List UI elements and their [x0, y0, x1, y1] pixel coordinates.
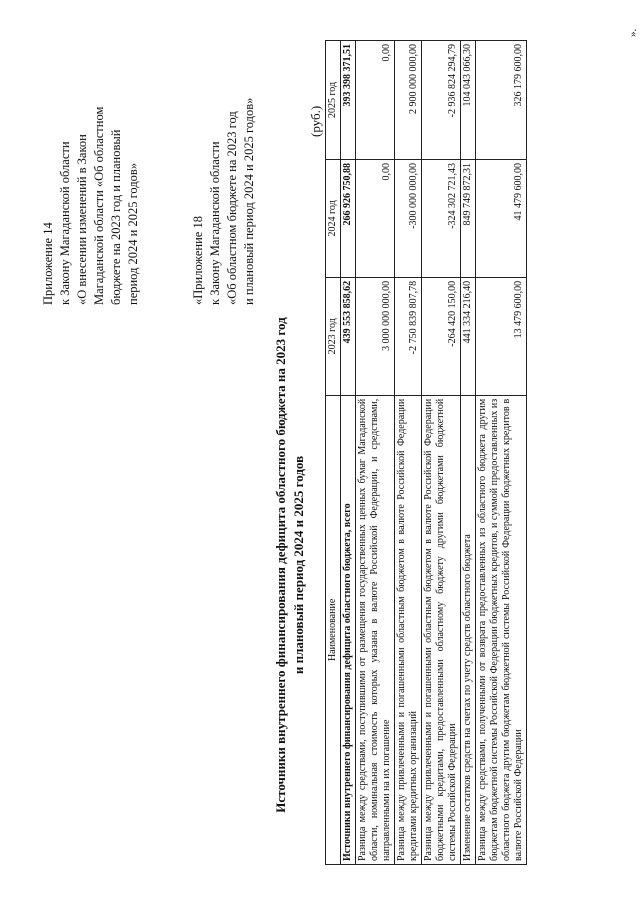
row-name: Разница между средствами, полученными от возврата предоставленных из областного бюджета другим бюджетам бюджетной системы Российской Федерации бюджетных кредитов, и суммой предоставленных из областного бюджета другим бюджетам бюджетной системы Российской Федерации бюджетных кредитов в валюте Российской Федерации — [476, 395, 527, 864]
row-value-2025: 104 043 066,30 — [461, 41, 476, 160]
annex-14-line: «О внесении изменений в Закон — [75, 134, 89, 305]
row-value-2024: 849 749 872,31 — [461, 159, 476, 277]
header-name: Наименование — [326, 395, 341, 864]
table-row — [356, 41, 395, 865]
annex-18-line: к Закону Магаданской области — [208, 141, 222, 305]
header-2025: 2025 год — [326, 41, 341, 160]
row-value-2025: 0,00 — [356, 41, 395, 160]
annex-18-line: и плановый период 2024 и 2025 годов» — [242, 97, 256, 305]
row-value-2025: -2 936 824 294,79 — [422, 41, 461, 160]
row-value-2024: 266 926 750,88 — [341, 159, 356, 277]
closing-quote-mark: ». — [627, 28, 639, 37]
annex-14-line: к Закону Магаданской области — [58, 141, 72, 305]
currency-unit-label: (руб.) — [308, 105, 323, 137]
header-2023: 2023 год — [326, 277, 341, 395]
row-value-2024: -324 302 721,43 — [422, 159, 461, 277]
table-row — [422, 41, 461, 865]
row-value-2023: 439 553 858,62 — [341, 277, 356, 395]
table-row — [395, 41, 422, 865]
annex-18-line: «Об областном бюджете на 2023 год — [225, 111, 239, 305]
row-name: Изменение остатков средств на счетах по учету средств областного бюджета — [461, 395, 476, 864]
annex-14-heading — [40, 60, 142, 305]
financing-sources-table — [325, 40, 527, 865]
annex-14-line: бюджете на 2023 год и плановый — [109, 129, 123, 305]
row-name: Разница между привлеченными и погашенными областным бюджетом в валюте Российской Федерации бюджетными кредитами, предоставленными областному бюджету другими бюджетами бюджетной системы Российской Федерации — [422, 395, 461, 864]
document-title-line-1: Источники внутреннего финансирования дефицита областного бюджета на 2023 год — [273, 317, 288, 813]
row-value-2025: 326 179 600,00 — [476, 41, 527, 160]
row-value-2023: -264 420 150,00 — [422, 277, 461, 395]
row-value-2025: 2 900 000 000,00 — [395, 41, 422, 160]
table-row — [476, 41, 527, 865]
document-title — [272, 265, 308, 865]
row-value-2024: -300 000 000,00 — [395, 159, 422, 277]
table-row — [461, 41, 476, 865]
row-name: Разница между привлеченными и погашенными областным бюджетом в валюте Российской Федерации кредитами кредитных организаций — [395, 395, 422, 864]
row-value-2023: -2 750 839 807,78 — [395, 277, 422, 395]
table-row-total — [341, 41, 356, 865]
row-value-2024: 0,00 — [356, 159, 395, 277]
row-name: Источники внутреннего финансирования дефицита областного бюджета, всего — [341, 395, 356, 864]
table-header-row — [326, 41, 341, 865]
annex-18-heading — [190, 60, 258, 305]
annex-14-line: период 2024 и 2025 годов» — [126, 162, 140, 305]
row-value-2023: 3 000 000 000,00 — [356, 277, 395, 395]
row-value-2024: 41 479 600,00 — [476, 159, 527, 277]
row-value-2023: 441 334 216,40 — [461, 277, 476, 395]
row-name: Разница между средствами, поступившими от размещения государственных ценных бумаг Магаданской области, номинальная стоимость которых указана в валюте Российской Федерации, и средствами, направленными на их погашение — [356, 395, 395, 864]
annex-18-line: «Приложение 18 — [191, 216, 205, 305]
row-value-2023: 13 479 600,00 — [476, 277, 527, 395]
row-value-2025: 393 398 371,51 — [341, 41, 356, 160]
annex-14-line: Магаданской области «Об областном — [92, 106, 106, 305]
annex-14-line: Приложение 14 — [41, 222, 55, 305]
document-title-line-2: и плановый период 2024 и 2025 годов — [291, 455, 306, 675]
header-2024: 2024 год — [326, 159, 341, 277]
